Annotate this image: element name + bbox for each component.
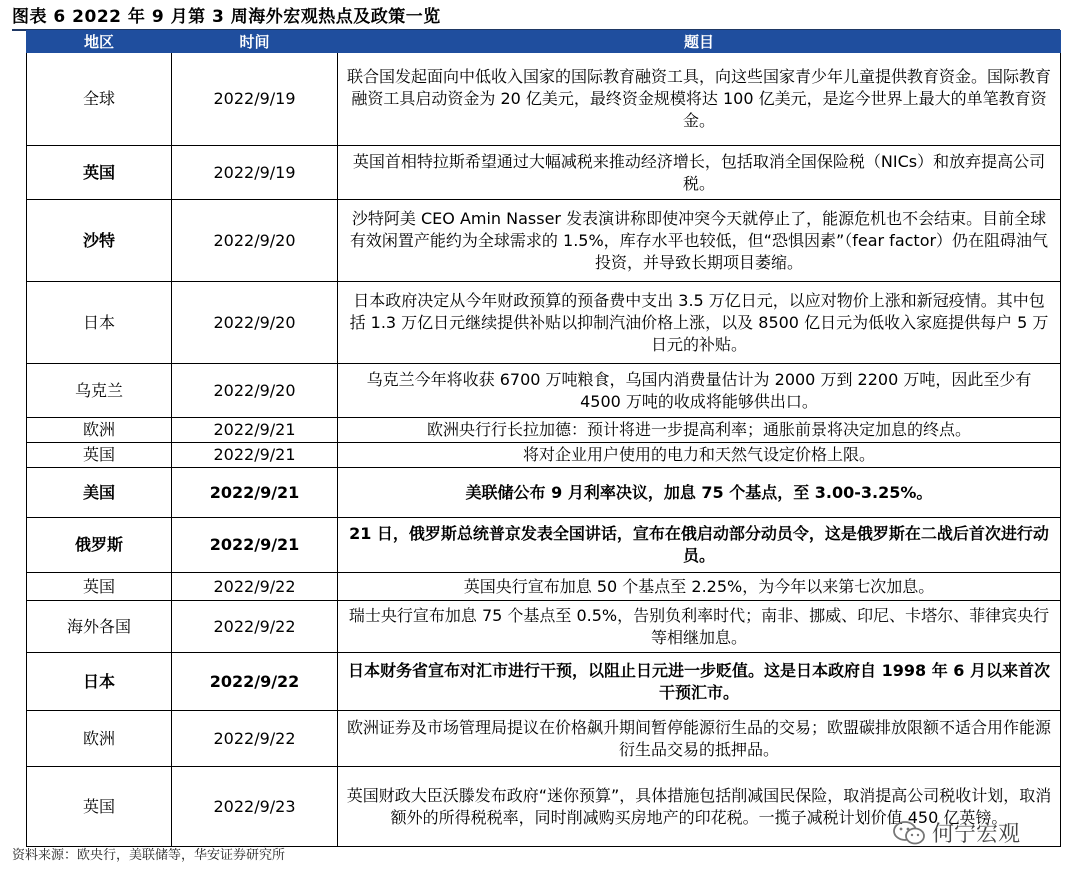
date-cell: 2022/9/19	[172, 53, 338, 146]
header-topic: 题目	[338, 31, 1061, 53]
topic-cell: 英国首相特拉斯希望通过大幅减税来推动经济增长，包括取消全国保险税（NICs）和放弃提高公司税。	[338, 146, 1061, 200]
date-cell: 2022/9/20	[172, 282, 338, 364]
region-cell: 美国	[27, 468, 172, 518]
topic-cell: 将对企业用户使用的电力和天然气设定价格上限。	[338, 443, 1061, 468]
date-cell: 2022/9/23	[172, 767, 338, 847]
watermark-text: 何宁宏观	[932, 822, 1021, 847]
table-row	[27, 468, 1061, 518]
table-row	[27, 711, 1061, 767]
date-cell: 2022/9/21	[172, 518, 338, 573]
wechat-icon	[892, 820, 926, 846]
figure-title: 图表 6 2022 年 9 月第 3 周海外宏观热点及政策一览	[12, 7, 441, 27]
topic-cell: 联合国发起面向中低收入国家的国际教育融资工具，向这些国家青少年儿童提供教育资金。国际教育融资工具启动资金为 20 亿美元，最终资金规模将达 100 亿美元，是迄今世界上最大的单笔教育资金。	[338, 53, 1061, 146]
table-row	[27, 653, 1061, 711]
topic-cell: 英国央行宣布加息 50 个基点至 2.25%，为今年以来第七次加息。	[338, 573, 1061, 601]
region-cell: 英国	[27, 146, 172, 200]
region-cell: 乌克兰	[27, 364, 172, 418]
topic-cell: 日本政府决定从今年财政预算的预备费中支出 3.5 万亿日元，以应对物价上涨和新冠疫情。其中包括 1.3 万亿日元继续提供补贴以抑制汽油价格上涨，以及 8500 亿日元为低收入家庭提供每户 5 万日元的补贴。	[338, 282, 1061, 364]
table-row	[27, 601, 1061, 653]
topic-cell: 美联储公布 9 月利率决议，加息 75 个基点，至 3.00-3.25%。	[338, 468, 1061, 518]
date-cell: 2022/9/22	[172, 601, 338, 653]
region-cell: 欧洲	[27, 418, 172, 443]
policy-table	[26, 30, 1061, 847]
region-cell: 英国	[27, 767, 172, 847]
topic-cell: 瑞士央行宣布加息 75 个基点至 0.5%，告别负利率时代；南非、挪威、印尼、卡塔尔、菲律宾央行等相继加息。	[338, 601, 1061, 653]
region-cell: 英国	[27, 573, 172, 601]
topic-cell: 英国财政大臣沃滕发布政府“迷你预算”，具体措施包括削减国民保险，取消提高公司税收计划，取消额外的所得税税率，同时削减购买房地产的印花税。一揽子减税计划价值 450 亿英镑。	[338, 767, 1061, 847]
date-cell: 2022/9/21	[172, 443, 338, 468]
region-cell: 沙特	[27, 200, 172, 282]
topic-cell: 日本财务省宣布对汇市进行干预，以阻止日元进一步贬值。这是日本政府自 1998 年 6 月以来首次干预汇市。	[338, 653, 1061, 711]
table-row	[27, 146, 1061, 200]
date-cell: 2022/9/19	[172, 146, 338, 200]
topic-cell: 欧洲证券及市场管理局提议在价格飙升期间暂停能源衍生品的交易；欧盟碳排放限额不适合用作能源衍生品交易的抵押品。	[338, 711, 1061, 767]
topic-cell: 欧洲央行行长拉加德：预计将进一步提高利率；通胀前景将决定加息的终点。	[338, 418, 1061, 443]
table-row	[27, 518, 1061, 573]
region-cell: 海外各国	[27, 601, 172, 653]
date-cell: 2022/9/22	[172, 573, 338, 601]
header-region: 地区	[27, 31, 172, 53]
source-note: 资料来源：欧央行，美联储等，华安证券研究所	[12, 848, 286, 863]
region-cell: 日本	[27, 653, 172, 711]
table-row	[27, 282, 1061, 364]
topic-cell: 乌克兰今年将收获 6700 万吨粮食，乌国内消费量估计为 2000 万到 2200 万吨，因此至少有 4500 万吨的收成将能够供出口。	[338, 364, 1061, 418]
date-cell: 2022/9/20	[172, 200, 338, 282]
region-cell: 日本	[27, 282, 172, 364]
table-row	[27, 364, 1061, 418]
table-row	[27, 200, 1061, 282]
topic-cell: 21 日，俄罗斯总统普京发表全国讲话，宣布在俄启动部分动员令，这是俄罗斯在二战后首次进行动员。	[338, 518, 1061, 573]
table-row	[27, 443, 1061, 468]
date-cell: 2022/9/21	[172, 418, 338, 443]
header-date: 时间	[172, 31, 338, 53]
table-row	[27, 573, 1061, 601]
date-cell: 2022/9/21	[172, 468, 338, 518]
table-header-row	[27, 31, 1061, 53]
region-cell: 欧洲	[27, 711, 172, 767]
region-cell: 全球	[27, 53, 172, 146]
date-cell: 2022/9/22	[172, 711, 338, 767]
watermark	[892, 817, 1020, 848]
table-row	[27, 53, 1061, 146]
region-cell: 英国	[27, 443, 172, 468]
region-cell: 俄罗斯	[27, 518, 172, 573]
date-cell: 2022/9/22	[172, 653, 338, 711]
date-cell: 2022/9/20	[172, 364, 338, 418]
table-row	[27, 418, 1061, 443]
topic-cell: 沙特阿美 CEO Amin Nasser 发表演讲称即使冲突今天就停止了，能源危机也不会结束。目前全球有效闲置产能约为全球需求的 1.5%，库存水平也较低，但“恐惧因素”（fear factor）仍在阻碍油气投资，并导致长期项目萎缩。	[338, 200, 1061, 282]
